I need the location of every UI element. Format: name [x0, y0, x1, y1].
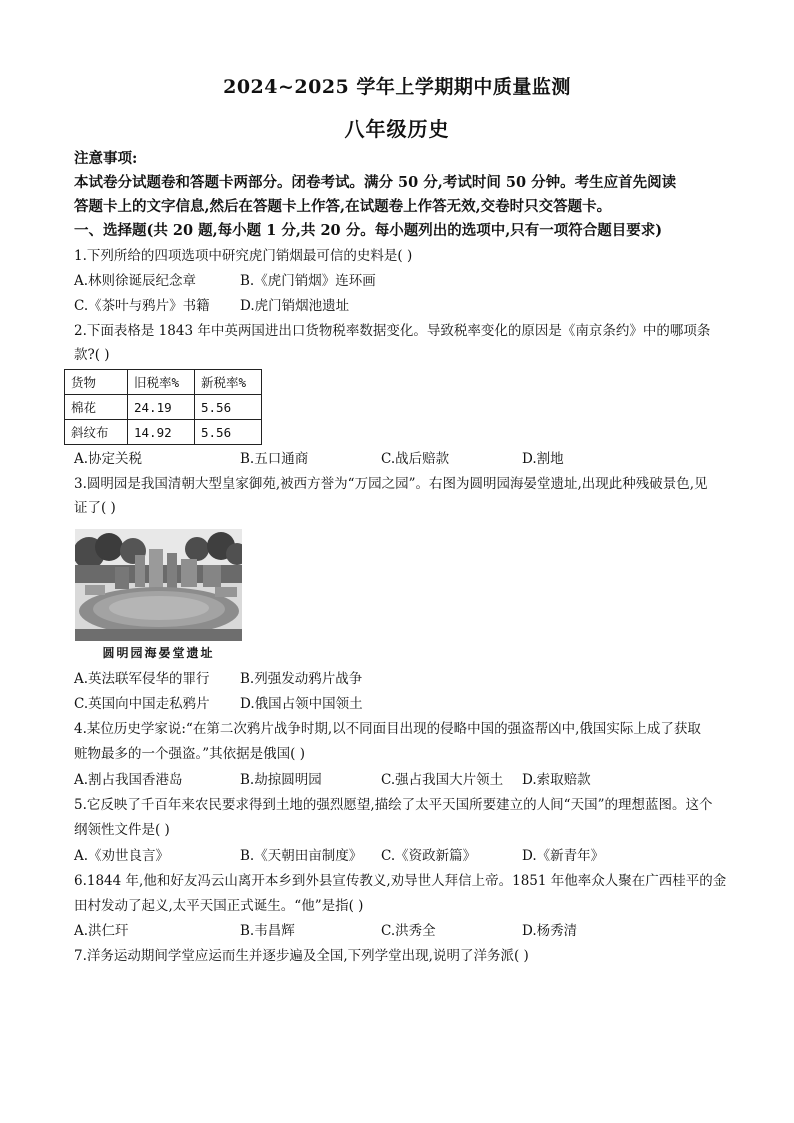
tax-rate-table [64, 369, 262, 445]
ruins-photo-graphic [75, 529, 242, 641]
notice-line-2: 答题卡上的文字信息,然后在答题卡上作答,在试题卷上作答无效,交卷时只交答题卡。 [74, 198, 612, 215]
notice-line-1: 本试卷分试题卷和答题卡两部分。闭卷考试。满分 50 分,考试时间 50 分钟。考生应首先阅读 [74, 174, 677, 191]
option-a: A.洪仁玕 [74, 923, 129, 939]
option-a: A.协定关税 [74, 451, 143, 467]
option-c: C.强占我国大片领土 [381, 772, 504, 788]
option-b: B.《虎门销烟》连环画 [240, 273, 376, 289]
table-header-cell: 旧税率% [128, 370, 195, 395]
table-cell: 棉花 [65, 395, 128, 420]
question-1-options [74, 271, 734, 291]
question-6-stem-line-1: 6.1844 年,他和好友冯云山离开本乡到外县宣传教义,劝导世人拜信上帝。1851 年他率众人聚在广西桂平的金 [74, 873, 727, 889]
option-a: A.英法联军侵华的罪行 [74, 671, 210, 687]
option-c: C.英国向中国走私鸦片 [74, 696, 210, 712]
question-2-stem-line-2: 款?( ) [74, 347, 110, 363]
question-1-stem: 1.下列所给的四项选项中研究虎门销烟最可信的史料是( ) [74, 248, 413, 264]
question-4-options [74, 770, 734, 790]
question-6-stem-line-2: 田村发动了起义,太平天国正式诞生。“他”是指( ) [74, 898, 364, 914]
question-2-stem-line-1: 2.下面表格是 1843 年中英两国进出口货物税率数据变化。导致税率变化的原因是《南京条约》中的哪项条 [74, 323, 711, 339]
question-5-options [74, 846, 734, 866]
option-d: D.《新青年》 [522, 848, 605, 864]
question-4-stem-line-2: 赃物最多的一个强盗。”其依据是俄国( ) [74, 746, 305, 762]
option-d: D.俄国占领中国领土 [240, 696, 363, 712]
option-b: B.列强发动鸦片战争 [240, 671, 363, 687]
option-c: C.战后赔款 [381, 451, 450, 467]
table-header-cell: 新税率% [195, 370, 262, 395]
question-6-options [74, 921, 734, 941]
exam-subtitle: 八年级历史 [344, 117, 450, 141]
table-header-cell: 货物 [65, 370, 128, 395]
table-cell: 14.92 [128, 420, 195, 445]
option-a: A.《劝世良言》 [74, 848, 170, 864]
question-3-stem-line-2: 证了( ) [74, 500, 116, 516]
option-c: C.《资政新篇》 [381, 848, 477, 864]
option-c: C.洪秀全 [381, 923, 436, 939]
option-d: D.杨秀清 [522, 923, 578, 939]
question-3-stem-line-1: 3.圆明园是我国清朝大型皇家御苑,被西方誉为“万园之园”。右图为圆明园海晏堂遗址,出现此种残破景色,见 [74, 476, 708, 492]
table-header-row [65, 370, 262, 395]
option-c: C.《茶叶与鸦片》书籍 [74, 298, 210, 314]
option-d: D.虎门销烟池遗址 [240, 298, 350, 314]
question-7-stem: 7.洋务运动期间学堂应运而生并逐步遍及全国,下列学堂出现,说明了洋务派( ) [74, 948, 529, 964]
table-cell: 24.19 [128, 395, 195, 420]
question-3-options [74, 669, 734, 689]
question-3-options-row-2 [74, 694, 734, 714]
option-a: A.林则徐诞辰纪念章 [74, 273, 197, 289]
ruins-photo [75, 529, 242, 641]
photo-caption: 圆明园海晏堂遗址 [102, 646, 215, 660]
exam-title: 2024~2025 学年上学期期中质量监测 [223, 76, 571, 98]
option-b: B.韦昌辉 [240, 923, 295, 939]
notice-heading: 注意事项: [74, 150, 138, 167]
option-b: B.五口通商 [240, 451, 309, 467]
question-1-options-row-2 [74, 296, 734, 316]
option-d: D.割地 [522, 451, 564, 467]
option-b: B.《天朝田亩制度》 [240, 848, 363, 864]
table-cell: 5.56 [195, 420, 262, 445]
question-2-options [74, 449, 734, 469]
question-4-stem-line-1: 4.某位历史学家说:“在第二次鸦片战争时期,以不同面目出现的侵略中国的强盗帮凶中,俄国实际上成了获取 [74, 721, 701, 737]
option-b: B.劫掠圆明园 [240, 772, 322, 788]
table-cell: 斜纹布 [65, 420, 128, 445]
table-row [65, 395, 262, 420]
table-row [65, 420, 262, 445]
option-d: D.索取赔款 [522, 772, 591, 788]
table-cell: 5.56 [195, 395, 262, 420]
question-5-stem-line-1: 5.它反映了千百年来农民要求得到土地的强烈愿望,描绘了太平天国所要建立的人间“天国”的理想蓝图。这个 [74, 797, 713, 813]
option-a: A.割占我国香港岛 [74, 772, 183, 788]
question-5-stem-line-2: 纲领性文件是( ) [74, 822, 170, 838]
section-heading: 一、选择题(共 20 题,每小题 1 分,共 20 分。每小题列出的选项中,只有一项符合题目要求) [74, 222, 663, 239]
